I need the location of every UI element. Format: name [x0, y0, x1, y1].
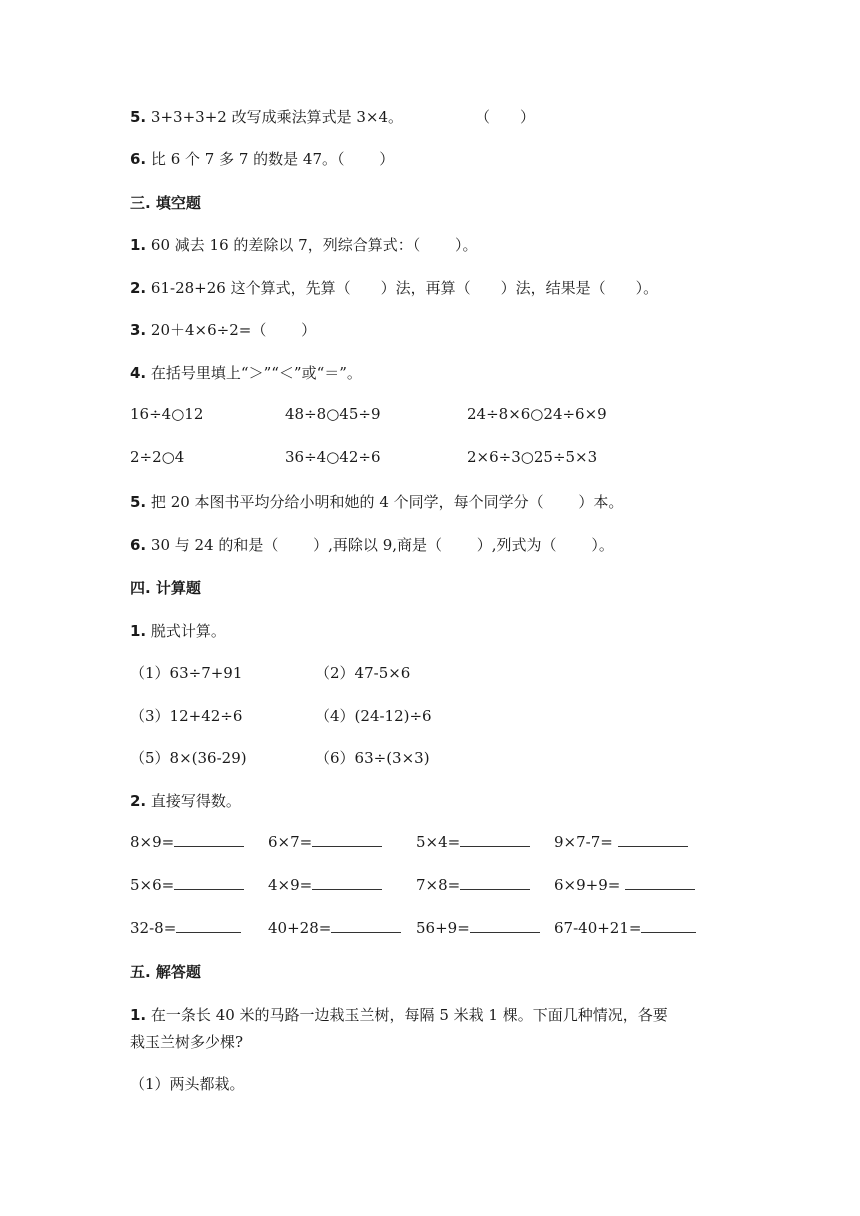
calc-item: （6）63÷(3×3) [315, 749, 430, 767]
question-text: 直接写得数。 [150, 792, 241, 810]
calc-item: （1）63÷7+91 [130, 664, 243, 682]
question-number: 5. [130, 108, 147, 126]
calc-item: （5）8×(36-29) [130, 749, 247, 767]
question-number: 3. [130, 321, 147, 339]
compare-item[interactable]: 2×6÷3○25÷5×3 [467, 448, 598, 466]
answer-question-1-continued: 栽玉兰树多少棵? [130, 1033, 244, 1051]
compare-item[interactable]: 16÷4○12 [130, 405, 204, 423]
answer-blank[interactable] [312, 888, 382, 890]
compare-item[interactable]: 2÷2○4 [130, 448, 185, 466]
answer-blank[interactable] [312, 845, 382, 847]
answer-blank[interactable] [618, 845, 688, 847]
fill-question-1 [130, 234, 477, 255]
fill-question-2 [130, 277, 658, 298]
question-text: 比 6 个 7 多 7 的数是 47。（ ） [150, 150, 395, 168]
question-text: 把 20 本图书平均分给小明和她的 4 个同学，每个同学分（ ）本。 [150, 493, 624, 511]
direct-item: 6×7= [268, 833, 382, 851]
question-number: 5. [130, 493, 147, 511]
direct-item: 56+9= [416, 919, 540, 937]
answer-blank[interactable] [641, 931, 696, 933]
answer-blank[interactable] [174, 845, 244, 847]
question-number: 1. [130, 1006, 147, 1024]
question-number: 1. [130, 236, 147, 254]
question-text: 在括号里填上“＞”“＜”或“＝”。 [150, 364, 362, 382]
fill-question-4 [130, 362, 362, 383]
compare-item[interactable]: 48÷8○45÷9 [285, 405, 381, 423]
question-number: 1. [130, 622, 147, 640]
answer-blank[interactable] [460, 845, 530, 847]
compare-item[interactable]: 24÷8×6○24÷6×9 [467, 405, 607, 423]
judge-question-5 [130, 106, 536, 127]
question-number: 6. [130, 536, 147, 554]
direct-item: 8×9= [130, 833, 244, 851]
question-text: 脱式计算。 [150, 622, 226, 640]
question-text: 61-28+26 这个算式，先算（ ）法，再算（ ）法，结果是（ ）。 [150, 279, 659, 297]
answer-blank[interactable] [174, 888, 244, 890]
answer-question-1 [130, 1004, 668, 1025]
question-text: 在一条长 40 米的马路一边栽玉兰树，每隔 5 米栽 1 棵。下面几种情况，各要 [150, 1006, 668, 1024]
section-heading-answer: 五. 解答题 [130, 963, 201, 981]
question-number: 6. [130, 150, 147, 168]
answer-blank[interactable] [176, 931, 241, 933]
question-number: 2. [130, 279, 147, 297]
fill-question-5 [130, 491, 623, 512]
direct-item: 40+28= [268, 919, 401, 937]
direct-item: 7×8= [416, 876, 530, 894]
answer-blank[interactable] [470, 931, 540, 933]
calc-question-2 [130, 790, 241, 811]
question-number: 4. [130, 364, 147, 382]
answer-paren[interactable]: （ ） [475, 108, 536, 126]
direct-item: 4×9= [268, 876, 382, 894]
question-text: 3+3+3+2 改写成乘法算式是 3×4。 [150, 108, 403, 126]
calc-question-1 [130, 620, 226, 641]
question-number: 2. [130, 792, 147, 810]
direct-item: 32-8= [130, 919, 241, 937]
judge-question-6 [130, 148, 394, 169]
question-text: 60 减去 16 的差除以 7，列综合算式：（ ）。 [150, 236, 478, 254]
calc-item: （4）(24-12)÷6 [315, 707, 432, 725]
compare-item[interactable]: 36÷4○42÷6 [285, 448, 381, 466]
direct-item: 6×9+9= [554, 876, 695, 894]
answer-blank[interactable] [460, 888, 530, 890]
section-heading-calc: 四. 计算题 [130, 579, 201, 597]
question-text: 30 与 24 的和是（ ）,再除以 9,商是（ ）,列式为（ ）。 [150, 536, 614, 554]
answer-subquestion-1: （1）两头都栽。 [130, 1075, 245, 1093]
question-text: 20＋4×6÷2=（ ） [150, 321, 317, 339]
direct-item: 5×6= [130, 876, 244, 894]
answer-blank[interactable] [331, 931, 401, 933]
fill-question-3 [130, 319, 316, 340]
direct-item: 5×4= [416, 833, 530, 851]
calc-item: （2）47-5×6 [315, 664, 411, 682]
fill-question-6 [130, 534, 614, 555]
answer-blank[interactable] [625, 888, 695, 890]
direct-item: 9×7-7= [554, 833, 688, 851]
calc-item: （3）12+42÷6 [130, 707, 243, 725]
direct-item: 67-40+21= [554, 919, 696, 937]
section-heading-fill: 三. 填空题 [130, 194, 201, 212]
